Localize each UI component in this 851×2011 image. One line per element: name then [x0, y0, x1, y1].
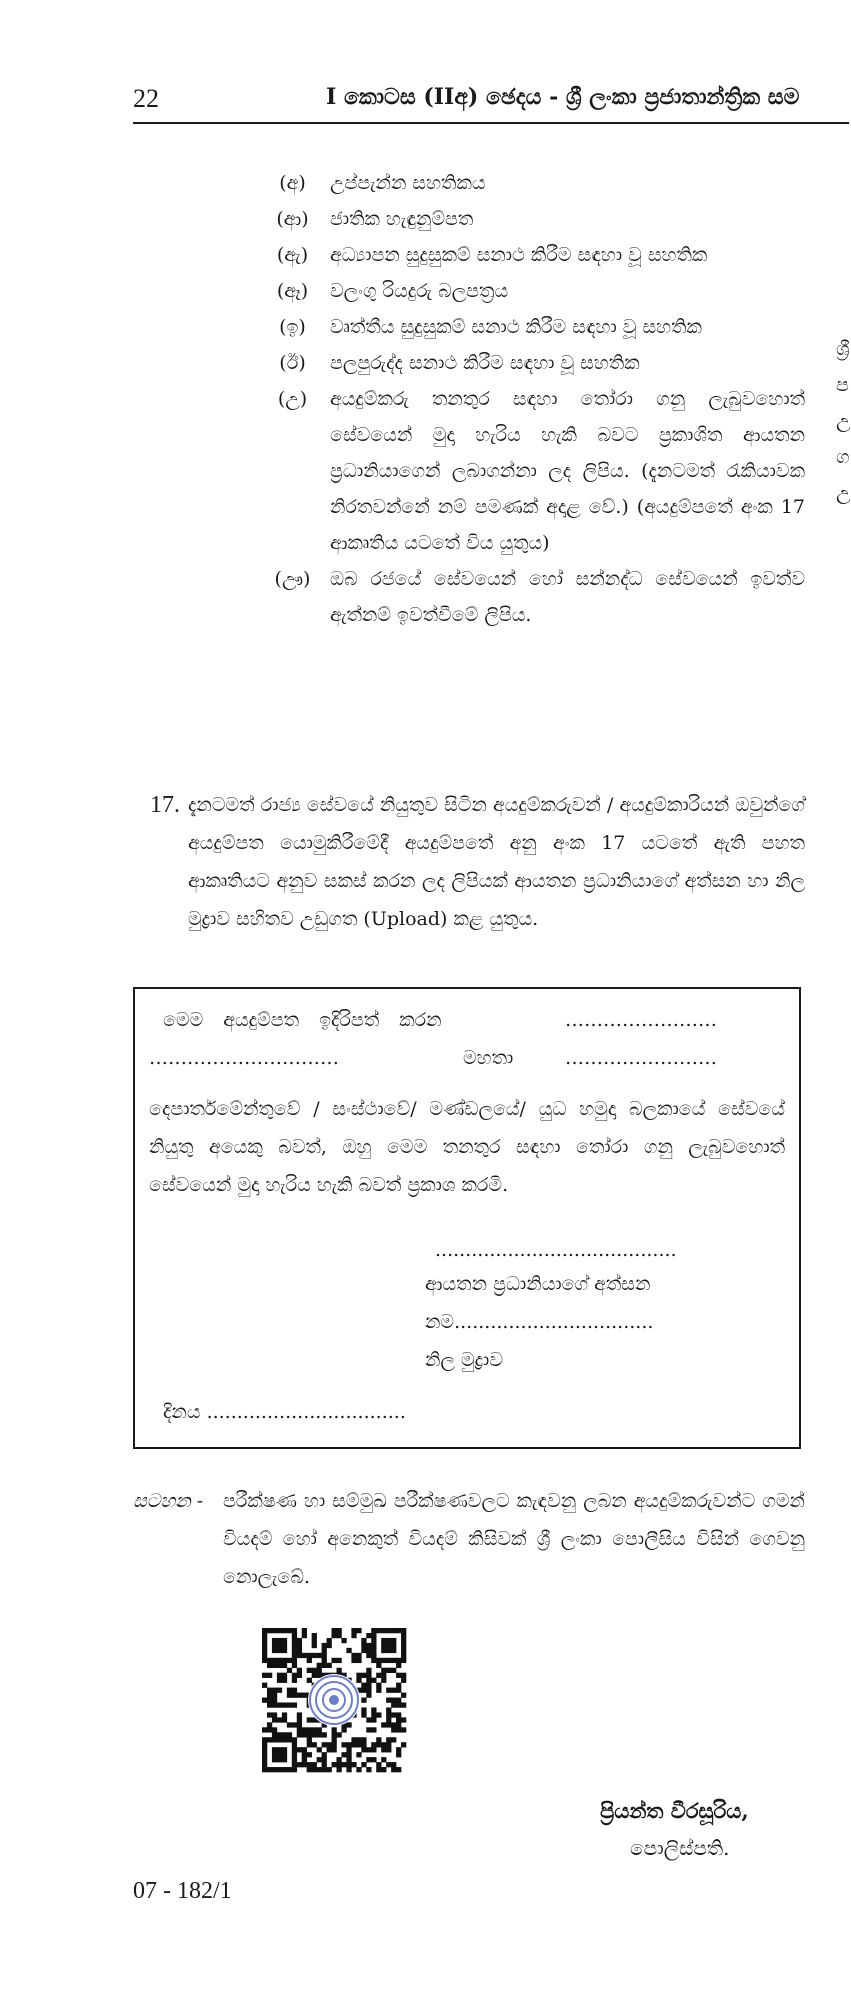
list-item: [255, 201, 805, 237]
item-marker: (ඊ): [279, 352, 306, 374]
paragraph-17: [150, 786, 805, 938]
item-marker: (ආ): [276, 208, 309, 230]
list-item: [255, 381, 805, 561]
item-text: වෘත්තීය සුදුසුකම් සනාථ කිරීම සඳහා වූ සහතික: [330, 316, 702, 338]
seal-label: නිල මුද්‍රාව: [425, 1349, 503, 1371]
item-marker: (උ): [277, 388, 308, 410]
form-line2-dots-right: ……………………: [565, 1047, 717, 1069]
name-label: නම.................................: [425, 1311, 654, 1333]
paragraph-text: දැනටමත් රාජ්‍ය සේවයේ නියුතුව සිටින අයදුම්කරුවන් / අයදුම්කාරියන් ඔවුන්ගේ අයදුම්පත යොමුකිරීමේදී අයදුම්පතේ අනු අංක 17 යටතේ ඇති පහත ආකෘතියට අනුව සකස් කරන ලද ලිපියක් ආයතන ප්‍රධානියාගේ අත්සන හා නිල මුද්‍රාව සහිතව උඩුගත (Upload) කළ යුතුය.: [188, 794, 805, 930]
item-marker: (ඈ): [276, 280, 309, 302]
side-column-fragment: උ: [836, 410, 851, 432]
side-column-fragment: උ: [836, 482, 851, 504]
signature-dots: ........................................: [435, 1239, 677, 1261]
qr-code: [262, 1628, 406, 1772]
list-item: [255, 273, 805, 309]
list-item: [255, 561, 805, 633]
running-head: I කොටස (IIඅ) ඡෙදය - ශ්‍රී ලංකා ප්‍රජාතාන්ත්‍රික සම: [326, 84, 800, 110]
declaration-form-box: [133, 987, 801, 1449]
paragraph-number: 17.: [150, 792, 180, 818]
date-label: දිනය .................................: [163, 1401, 406, 1423]
item-marker: (අ): [279, 172, 306, 194]
item-text: අයදුම්කරු තනතුර සඳහා තෝරා ගනු ලැබුවහොත් සේවයෙන් මුදා හැරිය හැකි බවට ප්‍රකාශිත ආයතන ප්‍රධානියාගෙන් ලබාගන්නා ලද ලිපිය. (දැනටමත් රැකියාවක නිරතවන්නේ නම් පමණක් අදාළ වේ.) (අයදුම්පතේ අංක 17 ආකෘතිය යටතේ විය යුතුය): [330, 388, 805, 554]
list-item: [255, 165, 805, 201]
form-declaration-text: දෙපාර්තමේන්තුවේ / සංස්ථාවේ/ මණ්ඩලයේ/ යුධ හමුදා බලකායේ සේවයේ නියුතු අයෙකු බවත්, ඔහු මෙම තනතුර සඳහා තෝරා ගනු ලැබුවහොත් සේවයෙන් මුදා හැරිය හැකි බවත් ප්‍රකාශ කරමි.: [149, 1098, 785, 1196]
form-line1-label: මෙම අයදුම්පත ඉදිරිපත් කරන: [163, 1009, 442, 1031]
item-text: ඔබ රජයේ සේවයෙන් හෝ සන්නද්ධ සේවයෙන් ඉවත්ව ඇත්නම් ඉවත්වීමේ ලිපිය.: [330, 568, 805, 626]
side-column-fragment: ග: [836, 446, 850, 468]
item-text: පලපුරුද්ද සනාථ කිරීම සඳහා වූ සහතික: [330, 352, 640, 374]
side-column-fragment: ප: [836, 374, 849, 396]
required-documents-list: [255, 165, 805, 633]
item-text: ජාතික හැඳුනුම්පත: [330, 208, 474, 230]
note-label: සටහන -: [133, 1490, 204, 1512]
item-marker: (ඌ): [274, 568, 311, 590]
side-column-fragment: ශ්‍රී: [836, 338, 850, 360]
item-text: අධ්‍යාපන සුදුසුකම් සනාථ කිරීම සඳහා වූ සහතික: [330, 244, 708, 266]
list-item: [255, 345, 805, 381]
item-text: උප්පැන්න සහතිකය: [330, 172, 486, 194]
note: [133, 1482, 805, 1596]
signatory-designation: පොලිස්පති.: [630, 1836, 730, 1860]
form-line2-label: මහතා: [463, 1047, 514, 1069]
qr-code-graphic: [262, 1628, 406, 1772]
list-item: [255, 237, 805, 273]
item-marker: (ඉ): [279, 316, 306, 338]
header-rule: [133, 122, 849, 124]
item-text: වලංගු රියදුරු බලපත්‍රය: [330, 280, 509, 302]
note-text: පරීක්ෂණ හා සම්මුඛ පරීක්ෂණවලට කැඳවනු ලබන අයදුම්කරුවන්ට ගමන් වියදම් හෝ අනෙකුත් වියදම් කිසිවක් ශ්‍රී ලංකා පොලීසිය විසින් ගෙවනු නොලැබේ.: [223, 1490, 805, 1588]
signature-label: ආයතන ප්‍රධානියාගේ අත්සන: [425, 1273, 651, 1295]
form-line2-dots-left: …………………………: [149, 1047, 339, 1069]
page-number: 22: [133, 84, 159, 113]
form-line1-dots: ……………………: [565, 1009, 717, 1031]
footer-reference: 07 - 182/1: [133, 1878, 232, 1904]
list-item: [255, 309, 805, 345]
item-marker: (ඇ): [276, 244, 309, 266]
signatory-name: ප්‍රියන්ත වීරසූරිය,: [600, 1798, 749, 1823]
